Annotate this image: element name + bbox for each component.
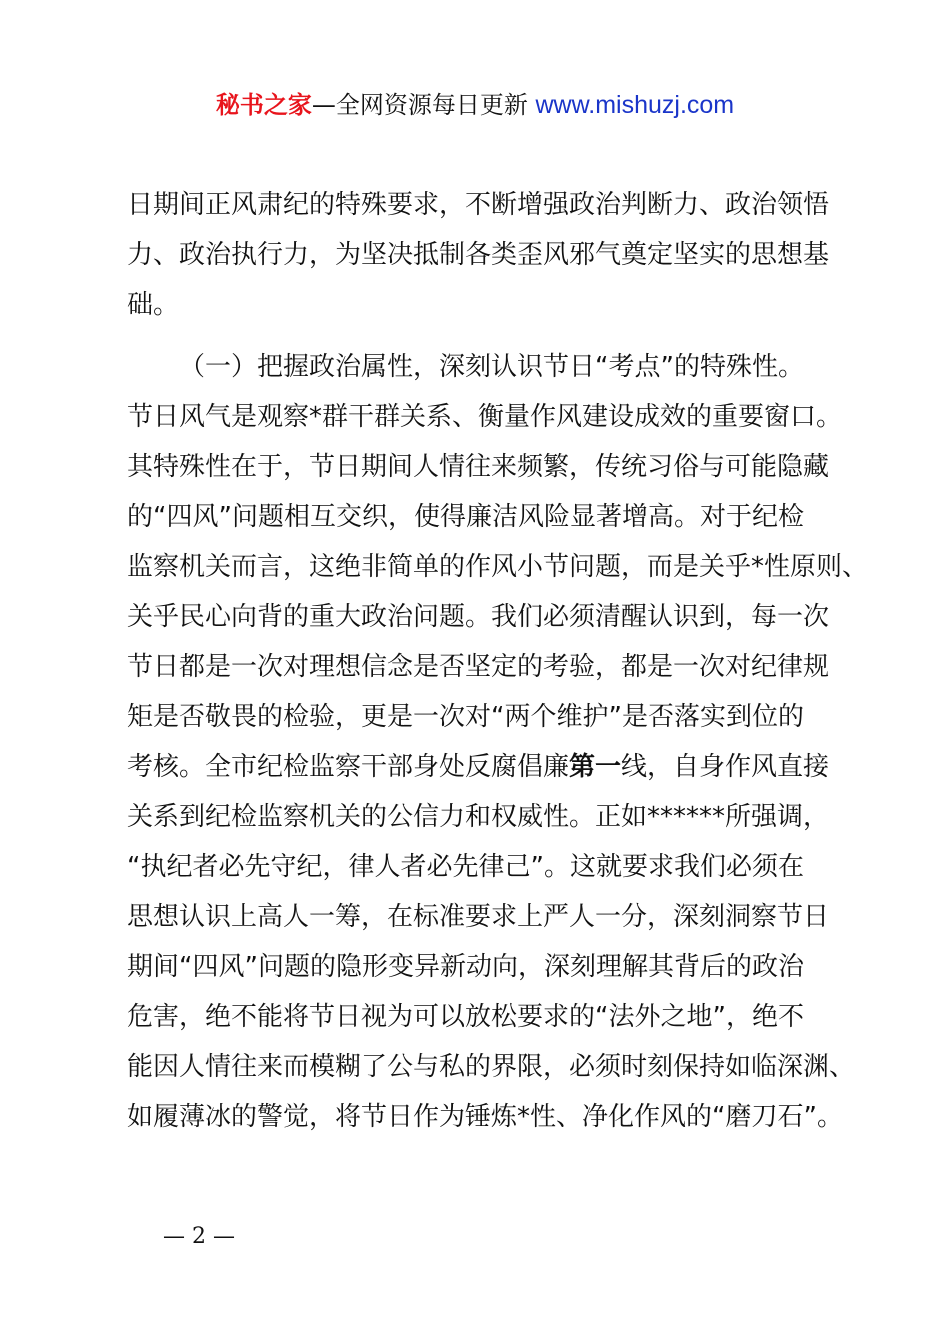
text-line: 危害，绝不能将节日视为可以放松要求的“法外之地”，绝不 xyxy=(127,1002,804,1032)
text-line: 力、政治执行力，为坚决抵制各类歪风邪气奠定坚实的思想基 xyxy=(127,240,830,270)
text-line: 如履薄冰的警觉，将节日作为锤炼*性、净化作风的“磨刀石”。 xyxy=(127,1102,843,1132)
text-line: 日期间正风肃纪的特殊要求，不断增强政治判断力、政治领悟 xyxy=(127,190,830,220)
text-line: 关系到纪检监察机关的公信力和权威性。正如******所强调， xyxy=(127,802,830,832)
bold-text-segment: 第一 xyxy=(569,752,622,782)
text-line: 节日风气是观察*群干群关系、衡量作风建设成效的重要窗口。 xyxy=(127,402,843,432)
section-heading-line: （一）把握政治属性，深刻认识节日“考点”的特殊性。 xyxy=(179,352,804,382)
text-line: 关乎民心向背的重大政治问题。我们必须清醒认识到，每一次 xyxy=(127,602,830,632)
paragraph-continued xyxy=(127,180,847,330)
text-line: 矩是否敬畏的检验，更是一次对“两个维护”是否落实到位的 xyxy=(127,702,804,732)
text-line: 其特殊性在于，节日期间人情往来频繁，传统习俗与可能隐藏 xyxy=(127,452,830,482)
paragraph-section-one xyxy=(127,342,869,1142)
brand-name: 秘书之家 xyxy=(215,91,312,119)
text-line: 的“四风”问题相互交织，使得廉洁风险显著增高。对于纪检 xyxy=(127,502,804,532)
text-line: 节日都是一次对理想信念是否坚定的考验，都是一次对纪律规 xyxy=(127,652,830,682)
site-url-link[interactable]: www.mishuzj.com xyxy=(535,91,735,119)
document-body xyxy=(127,180,869,1142)
page-number: — 2 — xyxy=(163,1224,235,1249)
text-line: “执纪者必先守纪，律人者必先律己”。这就要求我们必须在 xyxy=(127,852,804,882)
text-line: 础。 xyxy=(127,290,180,320)
text-line: 期间“四风”问题的隐形变异新动向，深刻理解其背后的政治 xyxy=(127,952,804,982)
text-line: 监察机关而言，这绝非简单的作风小节问题，而是关乎*性原则、 xyxy=(127,552,869,582)
header-tagline: —全网资源每日更新 xyxy=(311,91,528,119)
text-line: 能因人情往来而模糊了公与私的界限，必须时刻保持如临深渊、 xyxy=(127,1052,856,1082)
text-line-with-bold xyxy=(127,742,847,792)
text-line: 思想认识上高人一筹，在标准要求上严人一分，深刻洞察节日 xyxy=(127,902,830,932)
text-segment: 考核。全市纪检监察干部身处反腐倡廉 xyxy=(127,752,570,782)
text-segment: 线，自身作风直接 xyxy=(621,752,830,782)
header-banner xyxy=(0,88,950,122)
